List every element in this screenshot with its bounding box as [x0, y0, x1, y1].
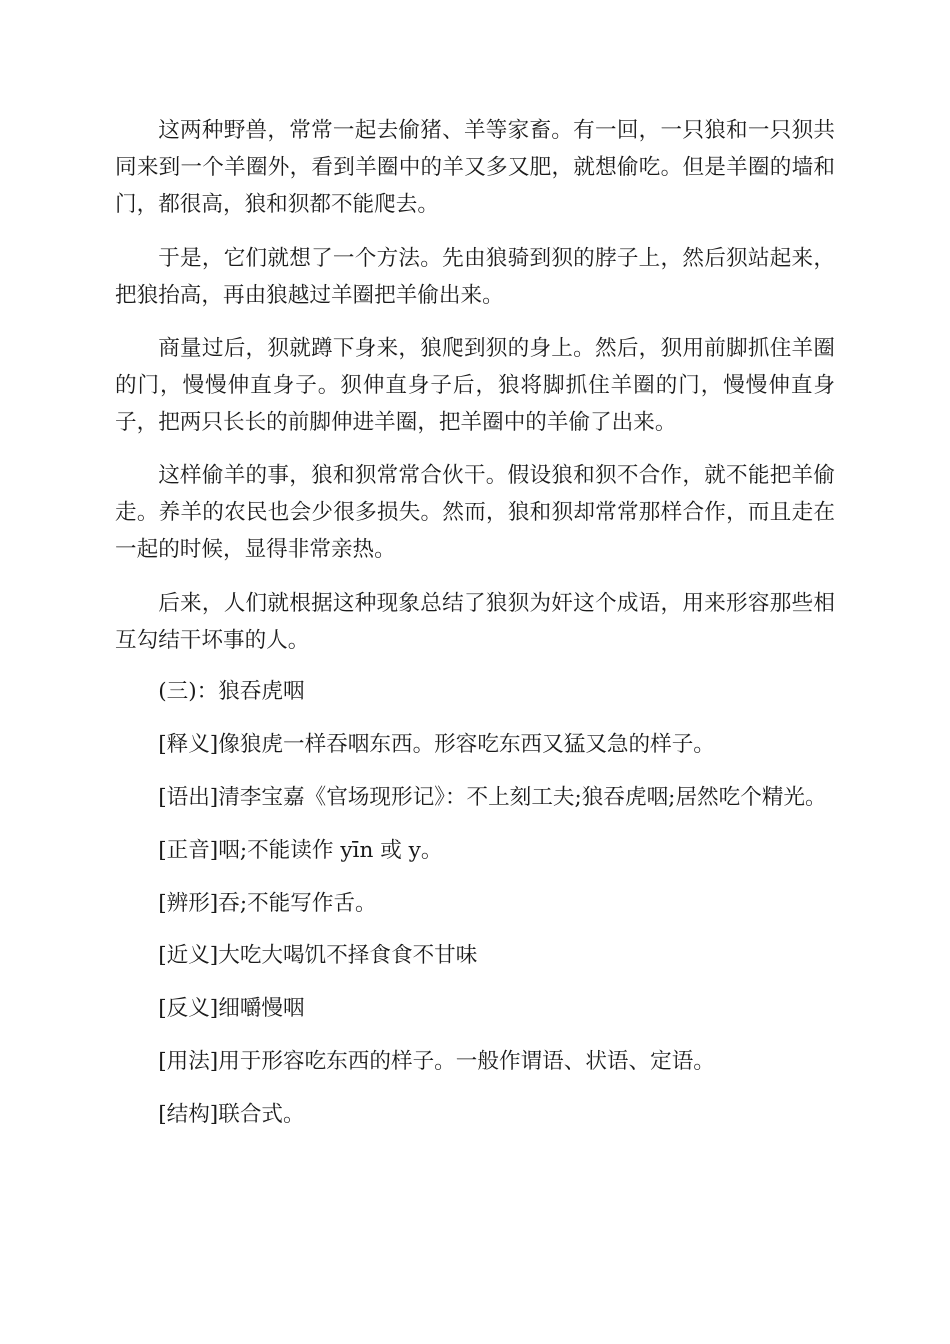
- paragraph-partners: 这样偷羊的事，狼和狈常常合伙干。假设狼和狈不合作，就不能把羊偷走。养羊的农民也会少很多损失。然而，狼和狈却常常那样合作，而且走在一起的时候，显得非常亲热。: [115, 463, 835, 562]
- paragraph-method: 于是，它们就想了一个方法。先由狼骑到狈的脖子上，然后狈站起来，把狼抬高，再由狼越过羊圈把羊偷出来。: [115, 246, 835, 309]
- paragraph-steal-livestock: 这两种野兽，常常一起去偷猪、羊等家畜。有一回，一只狼和一只狈共同来到一个羊圈外，看到羊圈中的羊又多又肥，就想偷吃。但是羊圈的墙和门，都很高，狼和狈都不能爬去。: [115, 118, 835, 217]
- paragraph-cooperation: 商量过后，狈就蹲下身来，狼爬到狈的身上。然后，狈用前脚抓住羊圈的门，慢慢伸直身子。狈伸直身子后，狼将脚抓住羊圈的门，慢慢伸直身子，把两只长长的前脚伸进羊圈，把羊圈中的羊偷了出来。: [115, 335, 835, 435]
- entry-definition: [释义]像狼虎一样吞咽东西。形容吃东西又猛又急的样子。: [158, 732, 715, 758]
- entry-source: [语出]清李宝嘉《官场现形记》：不上刻工夫;狼吞虎咽;居然吃个精光。: [158, 784, 827, 810]
- entry-structure: [结构]联合式。: [158, 1101, 305, 1127]
- section-heading: (三)：狼吞虎咽: [158, 679, 305, 705]
- entry-pronunciation: [正音]咽;不能读作 yīn 或 y。: [158, 837, 443, 863]
- document-body: [115, 113, 835, 1150]
- paragraph-idiom-origin: 后来，人们就根据这种现象总结了狼狈为奸这个成语，用来形容那些相互勾结干坏事的人。: [115, 590, 835, 653]
- entry-synonyms: [近义]大吃大喝饥不择食食不甘味: [158, 943, 478, 969]
- entry-usage: [用法]用于形容吃东西的样子。一般作谓语、状语、定语。: [158, 1048, 715, 1074]
- entry-character-form: [辨形]吞;不能写作舌。: [158, 890, 377, 916]
- entry-antonyms: [反义]细嚼慢咽: [158, 996, 305, 1022]
